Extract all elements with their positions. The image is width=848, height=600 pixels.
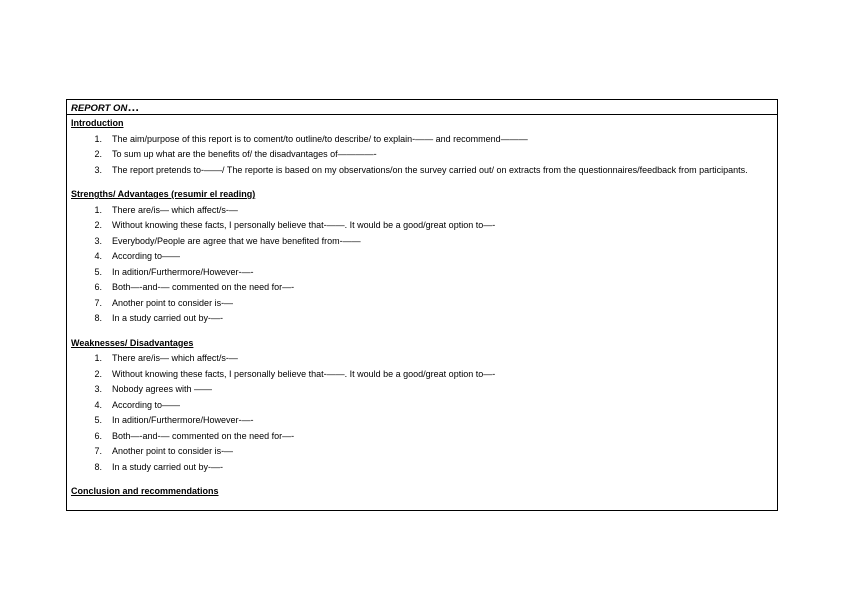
list-item-number: 6. — [94, 282, 102, 292]
list-item-number: 3. — [94, 164, 102, 175]
list-item — [71, 280, 777, 296]
list-item — [71, 367, 777, 383]
list-item-text: There are/is— which affect/s-— — [112, 204, 238, 215]
list-item — [71, 218, 777, 234]
list-item — [71, 382, 777, 398]
list-item-number: 2. — [94, 368, 102, 379]
list-item-number: 7. — [94, 446, 102, 456]
section-heading: Weaknesses/ Disadvantages — [71, 337, 194, 348]
section-heading: Introduction — [71, 118, 124, 128]
list-item-text: Another point to consider is-— — [112, 297, 234, 308]
list-item-text: There are/is— which affect/s-— — [112, 353, 238, 363]
list-item-number: 1. — [94, 133, 102, 144]
section-gap — [71, 178, 777, 187]
list-item — [71, 311, 777, 327]
list-item-number: 4. — [94, 251, 102, 261]
list-item-text: To sum up what are the benefits of/ the disadvantages of————- — [112, 149, 377, 159]
list-item-number: 5. — [94, 415, 102, 425]
report-content — [67, 115, 777, 500]
list-item-text: The aim/purpose of this report is to coment/to outline/to describe/ to explain-—— and recommend——— — [112, 133, 528, 144]
list-item-text: In adition/Furthermore/However-—- — [112, 266, 254, 277]
list-item-number: 2. — [94, 220, 102, 230]
list-item — [71, 444, 777, 460]
section-heading: Strengths/ Advantages (resumir el reading) — [71, 189, 256, 199]
list-item — [71, 296, 777, 312]
list-item-text: According to—— — [112, 251, 181, 261]
section-list — [71, 351, 777, 475]
list-item-text: In adition/Furthermore/However-—- — [112, 415, 254, 425]
list-item-number: 8. — [94, 313, 102, 323]
list-item-number: 6. — [94, 430, 102, 441]
list-item-text: Everybody/People are agree that we have benefited from-—— — [112, 235, 361, 246]
list-item-number: 2. — [94, 149, 102, 159]
report-title: REPORT ON — [71, 103, 128, 114]
list-item — [71, 234, 777, 250]
list-item-text: Another point to consider is-— — [112, 446, 234, 456]
list-item-number: 4. — [94, 399, 102, 410]
list-item — [71, 132, 777, 148]
list-item-text: Both—-and-— commented on the need for—- — [112, 430, 295, 441]
list-item-number: 8. — [94, 461, 102, 472]
list-item-number: 3. — [94, 384, 102, 394]
list-item-text: In a study carried out by-—- — [112, 313, 224, 323]
list-item-number: 7. — [94, 297, 102, 308]
list-item — [71, 249, 777, 265]
list-item-text: Without knowing these facts, I personally believe that-——. It would be a good/great option to—- — [112, 220, 496, 230]
report-title-dots: … — [127, 100, 140, 114]
list-item — [71, 429, 777, 445]
list-item-text: Both—-and-— commented on the need for—- — [112, 282, 295, 292]
section-heading: Conclusion and recommendations — [71, 486, 219, 496]
list-item-text: According to—— — [112, 399, 181, 410]
section-gap — [71, 475, 777, 484]
list-item — [71, 147, 777, 163]
report-title-row — [67, 100, 777, 115]
list-item-text: Without knowing these facts, I personally believe that-——. It would be a good/great option to—- — [112, 368, 496, 379]
list-item — [71, 203, 777, 219]
list-item-number: 1. — [94, 353, 102, 363]
list-item-number: 1. — [94, 204, 102, 215]
list-item — [71, 413, 777, 429]
list-item-number: 5. — [94, 266, 102, 277]
section-list — [71, 203, 777, 327]
list-item-number: 3. — [94, 235, 102, 246]
list-item-text: The report pretends to-——/ The reporte is based on my observations/on the survey carried out/ on extracts from the questionnaires/feedback from participants. — [112, 164, 748, 175]
list-item-text: Nobody agrees with —— — [112, 384, 213, 394]
section-list — [71, 132, 777, 179]
list-item-text: In a study carried out by-—- — [112, 461, 224, 472]
list-item — [71, 460, 777, 476]
section-gap — [71, 327, 777, 336]
report-table — [66, 99, 778, 511]
list-item — [71, 398, 777, 414]
list-item — [71, 163, 777, 179]
list-item — [71, 265, 777, 281]
list-item — [71, 351, 777, 367]
